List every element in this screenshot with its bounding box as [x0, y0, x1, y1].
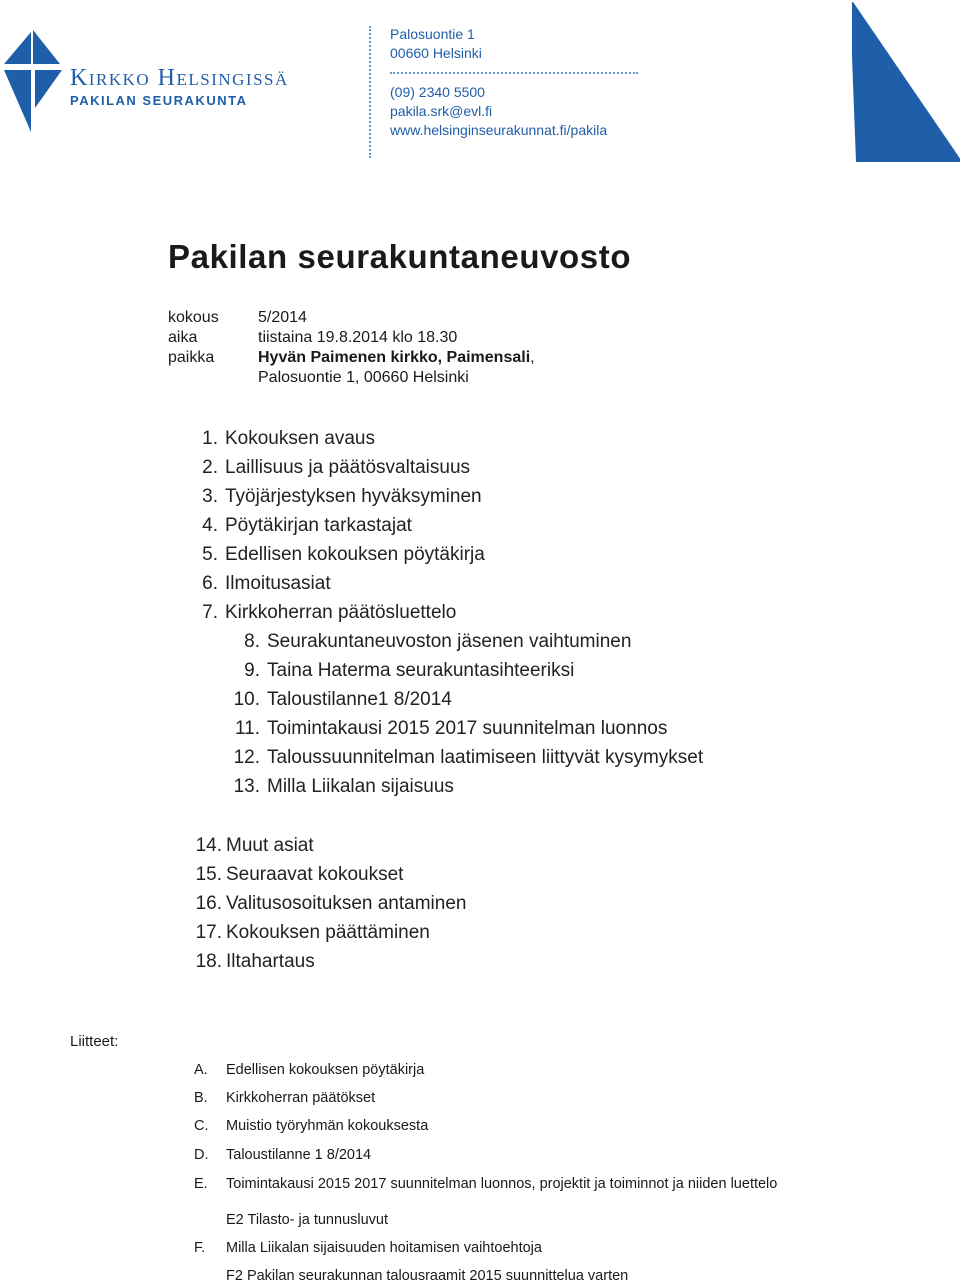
agenda-item: [233, 689, 452, 711]
attachment-item: [194, 1176, 832, 1193]
phone: (09) 2340 5500: [390, 84, 485, 100]
meeting-value: 5/2014: [258, 309, 307, 326]
agenda-text: Taloussuunnitelman laatimiseen liittyvät kysymykset: [267, 747, 704, 768]
place-comma: ,: [530, 349, 535, 366]
agenda-num: 5.: [202, 544, 218, 565]
agenda-text: Ilmoitusasiat: [225, 573, 331, 594]
agenda-item: [234, 718, 668, 740]
agenda-item: [202, 515, 412, 537]
agenda-item: [195, 951, 315, 973]
agenda-num: 12.: [233, 747, 260, 768]
agenda-item: [244, 631, 632, 653]
agenda-text: Pöytäkirjan tarkastajat: [225, 515, 412, 536]
place-value: [258, 348, 535, 368]
agenda-num: 15.: [195, 864, 222, 885]
attachment-text: Kirkkoherran päätökset: [226, 1090, 376, 1106]
time-label: aika: [168, 329, 198, 346]
agenda-num: 14.: [195, 835, 222, 856]
agenda-text: Kokouksen avaus: [225, 428, 375, 449]
agenda-num: 10.: [233, 689, 260, 710]
contact-divider: [390, 72, 638, 74]
agenda-text: Taina Haterma seurakuntasihteeriksi: [267, 660, 575, 681]
attachments-heading: Liitteet:: [70, 1033, 119, 1050]
attachment-text: Muistio työryhmän kokouksesta: [226, 1118, 429, 1134]
attachment-text: Taloustilanne 1 8/2014: [226, 1147, 372, 1163]
org-name: Kirkko Helsingissä: [70, 65, 289, 91]
address-line-1: Palosuontie 1: [390, 26, 475, 42]
agenda-item: [195, 893, 467, 915]
website: www.helsinginseurakunnat.fi/pakila: [390, 122, 608, 138]
attachment-letter: B.: [194, 1090, 208, 1106]
agenda-num: 7.: [202, 602, 218, 623]
agenda-num: 13.: [233, 776, 260, 797]
attachment-letter: D.: [194, 1147, 209, 1163]
attachment-text: Edellisen kokouksen pöytäkirja: [226, 1062, 425, 1078]
agenda-text: Seurakuntaneuvoston jäsenen vaihtuminen: [267, 631, 632, 652]
attachment-item: [194, 1062, 425, 1079]
attachment-letter: E.: [194, 1176, 208, 1192]
attachment-letter: F.: [194, 1240, 206, 1256]
agenda-text: Kirkkoherran päätösluettelo: [225, 602, 457, 623]
attachment-text: F2 Pakilan seurakunnan talousraamit 2015 suunnittelua varten: [226, 1268, 629, 1284]
corner-triangle-icon: [852, 0, 960, 162]
agenda-num: 4.: [202, 515, 218, 536]
agenda-item: [195, 864, 404, 886]
agenda-item: [202, 602, 457, 624]
place-label: paikka: [168, 349, 215, 366]
agenda-text: Seuraavat kokoukset: [226, 864, 404, 885]
place-address: Palosuontie 1, 00660 Helsinki: [258, 369, 469, 386]
agenda-text: Milla Liikalan sijaisuus: [267, 776, 454, 797]
agenda-item: [202, 573, 331, 595]
agenda-num: 18.: [195, 951, 222, 972]
attachment-letter: C.: [194, 1118, 209, 1134]
agenda-num: 1.: [202, 428, 218, 449]
agenda-text: Kokouksen päättäminen: [226, 922, 430, 943]
meeting-label: kokous: [168, 309, 219, 326]
attachment-text: Toimintakausi 2015 2017 suunnitelman luonnos, projektit ja toiminnot ja niiden luettelo: [226, 1176, 778, 1192]
agenda-text: Valitusosoituksen antaminen: [226, 893, 467, 914]
page-title: Pakilan seurakuntaneuvosto: [168, 238, 632, 275]
agenda-item: [202, 428, 375, 450]
attachment-item: [226, 1268, 628, 1285]
agenda-text: Iltahartaus: [226, 951, 315, 972]
agenda-num: 8.: [244, 631, 260, 652]
agenda-text: Laillisuus ja päätösvaltaisuus: [225, 457, 471, 478]
agenda-item: [244, 660, 575, 682]
agenda-num: 9.: [244, 660, 260, 681]
address-line-2: 00660 Helsinki: [390, 45, 482, 61]
agenda-item: [195, 922, 430, 944]
agenda-num: 11.: [234, 718, 260, 739]
attachment-item: [194, 1090, 376, 1107]
agenda-num: 3.: [202, 486, 218, 507]
agenda-num: 16.: [195, 893, 222, 914]
vertical-divider: [369, 26, 371, 158]
agenda-text: Muut asiat: [226, 835, 314, 856]
email: pakila.srk@evl.fi: [390, 103, 493, 119]
agenda-num: 2.: [202, 457, 218, 478]
attachment-item: [226, 1212, 388, 1229]
agenda-item: [195, 835, 314, 857]
agenda-item: [233, 747, 704, 769]
attachment-letter: A.: [194, 1062, 208, 1078]
agenda-text: Toimintakausi 2015 2017 suunnitelman luonnos: [267, 718, 668, 739]
agenda-item: [202, 457, 471, 479]
agenda-text: Taloustilanne1 8/2014: [267, 689, 452, 710]
attachment-text: Milla Liikalan sijaisuuden hoitamisen vaihtoehtoja: [226, 1240, 542, 1256]
place-name: Hyvän Paimenen kirkko, Paimensali: [258, 349, 531, 366]
attachment-item: [194, 1147, 372, 1164]
attachment-item: [194, 1118, 429, 1135]
parish-name: PAKILAN SEURAKUNTA: [70, 93, 248, 108]
church-cross-logo-icon: [4, 30, 62, 132]
agenda-item: [233, 776, 454, 798]
agenda-num: 17.: [195, 922, 222, 943]
attachment-item: [194, 1240, 542, 1257]
agenda-text: Työjärjestyksen hyväksyminen: [225, 486, 482, 507]
agenda-item: [202, 544, 485, 566]
attachment-text: E2 Tilasto- ja tunnusluvut: [226, 1212, 389, 1228]
agenda-num: 6.: [202, 573, 218, 594]
agenda-text: Edellisen kokouksen pöytäkirja: [225, 544, 485, 565]
time-value: tiistaina 19.8.2014 klo 18.30: [258, 329, 458, 346]
agenda-item: [202, 486, 482, 508]
